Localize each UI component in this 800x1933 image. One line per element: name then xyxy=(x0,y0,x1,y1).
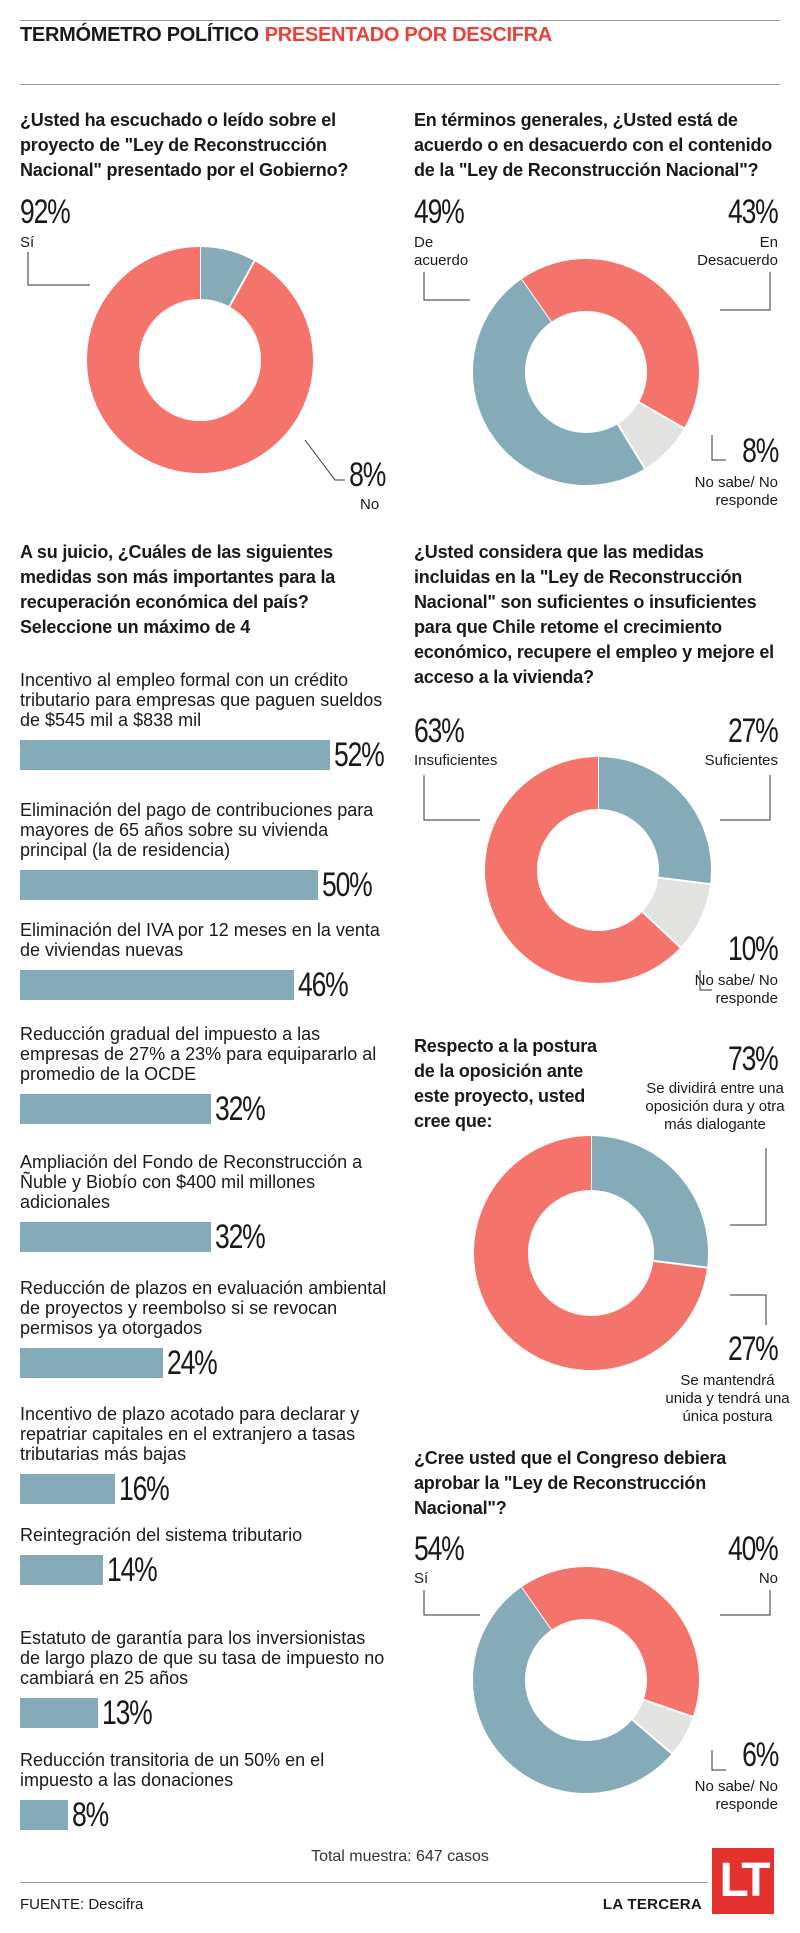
q5-leaders xyxy=(0,1100,800,1400)
page-title xyxy=(20,24,552,47)
q6-pct-nosabe: 6% xyxy=(742,1736,778,1774)
bar-label: Ampliación del Fondo de Reconstrucción a Ñuble y Biobío con $400 mil millones adicionales xyxy=(20,1152,363,1212)
top-rule xyxy=(20,20,780,21)
q1-title: ¿Usted ha escuchado o leído sobre el proyecto de "Ley de Reconstrucción Nacional" presentado por el Gobierno? xyxy=(20,110,349,180)
sample-total: Total muestra: 647 casos xyxy=(311,1848,489,1865)
bar-value-label: 16% xyxy=(119,1470,169,1508)
bar-label: Eliminación del pago de contribuciones para mayores de 65 años sobre su vivienda principal (la de residencia) xyxy=(20,800,374,860)
q6-label-no: No xyxy=(758,1570,778,1587)
q4-leaders xyxy=(0,700,800,1004)
header-rule xyxy=(20,84,780,85)
q4-label-insuf: Insuficientes xyxy=(414,752,498,769)
q6-leader-si xyxy=(424,1590,480,1615)
q2-leader-acuerdo xyxy=(424,272,470,300)
q2-leader-desacuerdo xyxy=(720,272,770,310)
q5-label-dividira: Se dividirá entre una oposición dura y otra más dialogante xyxy=(645,1080,785,1133)
bar xyxy=(20,1800,68,1830)
q5-leader-dividira xyxy=(730,1148,766,1225)
bar-label: Reducción de plazos en evaluación ambiental de proyectos y reembolso si se revocan permisos ya otorgados xyxy=(20,1278,387,1338)
title-sponsor: PRESENTADO POR DESCIFRA xyxy=(264,24,552,46)
q5-pct-mantendra: 27% xyxy=(728,1330,778,1368)
q5-title: Respecto a la postura de la oposición ante este proyecto, usted cree que: xyxy=(414,1036,597,1131)
q5-pct-dividira: 73% xyxy=(728,1040,778,1078)
q6-leaders xyxy=(0,1500,800,1800)
q4-label-nosabe: No sabe/ No responde xyxy=(694,972,778,1007)
bar-value-label: 52% xyxy=(334,736,384,774)
q4-pct-suf: 27% xyxy=(728,712,778,750)
bar-value-label: 14% xyxy=(107,1551,158,1589)
bar-row xyxy=(20,1796,390,1834)
bar-value-label: 46% xyxy=(298,966,348,1004)
bar-value-label: 50% xyxy=(322,866,372,904)
q4-label-suf: Suficientes xyxy=(704,752,778,769)
q1-pct-si: 92% xyxy=(20,193,70,231)
q2-leaders xyxy=(0,200,800,500)
footer-rule xyxy=(20,1882,708,1883)
bar-value-label: 32% xyxy=(214,1090,265,1128)
bar-item xyxy=(20,1404,390,1508)
bar-label: Reintegración del sistema tributario xyxy=(20,1525,303,1545)
bar-value-label: 32% xyxy=(214,1218,265,1256)
q2-leader-nosabe xyxy=(712,435,726,460)
q5-label-mantendra: Se mantendrá unida y tendrá una única postura xyxy=(665,1372,790,1425)
q6-label-si: Sí xyxy=(414,1570,429,1587)
q6-label-nosabe: No sabe/ No responde xyxy=(694,1778,778,1813)
q4-leader-suf xyxy=(720,775,770,820)
q6-leader-no xyxy=(720,1590,770,1615)
title-main: TERMÓMETRO POLÍTICO xyxy=(20,24,259,46)
q6-title: ¿Cree usted que el Congreso debiera aprobar la "Ley de Reconstrucción Nacional"? xyxy=(414,1448,727,1518)
bar-label: Eliminación del IVA por 12 meses en la venta de viviendas nuevas xyxy=(20,920,380,960)
q4-pct-nosabe: 10% xyxy=(728,930,778,968)
bar-label: Reducción transitoria de un 50% en el impuesto a las donaciones xyxy=(20,1750,325,1790)
la-tercera-logo: LT xyxy=(712,1848,774,1914)
q6-pct-si: 54% xyxy=(414,1530,464,1568)
q4-title: ¿Usted considera que las medidas incluidas en la "Ley de Reconstrucción Nacional" son suficientes o insuficientes para que Chile retome el crecimiento económico, recupere el empleo y mejore el acceso a la vivienda? xyxy=(414,542,774,687)
q2-label-acuerdo: De acuerdo xyxy=(414,234,469,269)
bar-row xyxy=(20,1470,390,1508)
q3-title: A su juicio, ¿Cuáles de las siguientes medidas son más importantes para la recuperación económica del país? Seleccione un máximo de 4 xyxy=(20,542,336,637)
q6-pct-no: 40% xyxy=(728,1530,778,1568)
bar-label: Estatuto de garantía para los inversionistas de largo plazo de que su tasa de impuesto no cambiará en 25 años xyxy=(20,1628,385,1688)
q6-leader-nosabe xyxy=(712,1750,726,1770)
q1-pct-no: 8% xyxy=(349,456,385,494)
bar-value-label: 24% xyxy=(167,1344,217,1382)
q2-title: En términos generales, ¿Usted está de acuerdo o en desacuerdo con el contenido de la "Ley de Reconstrucción Nacional"? xyxy=(414,110,773,180)
bar-label: Incentivo de plazo acotado para declarar y repatriar capitales en el extranjero a tasas tributarias más bajas xyxy=(20,1404,360,1464)
q4-pct-insuf: 63% xyxy=(414,712,464,750)
q5-leader-mantendra xyxy=(730,1295,766,1325)
q1-label-no: No xyxy=(360,496,380,513)
q2-label-nosabe: No sabe/ No responde xyxy=(694,474,778,509)
q2-label-desacuerdo: En Desacuerdo xyxy=(697,234,778,269)
q2-pct-nosabe: 8% xyxy=(742,432,778,470)
q1-label-si: Sí xyxy=(20,234,35,251)
q2-pct-acuerdo: 49% xyxy=(414,193,464,231)
bar-label: Incentivo al empleo formal con un crédito tributario para empresas que paguen sueldos de $545 mil a $838 mil xyxy=(20,670,383,730)
bar-label: Reducción gradual del impuesto a las empresas de 27% a 23% para equipararlo al promedio de la OCDE xyxy=(20,1024,377,1084)
q4-leader-insuf xyxy=(424,775,480,820)
bar-value-label: 13% xyxy=(101,1694,152,1732)
brand-name: LA TERCERA xyxy=(602,1896,702,1913)
bar-value-label: 8% xyxy=(71,1796,108,1834)
source-note: FUENTE: Descifra xyxy=(20,1896,144,1913)
q2-pct-desacuerdo: 43% xyxy=(728,193,778,231)
